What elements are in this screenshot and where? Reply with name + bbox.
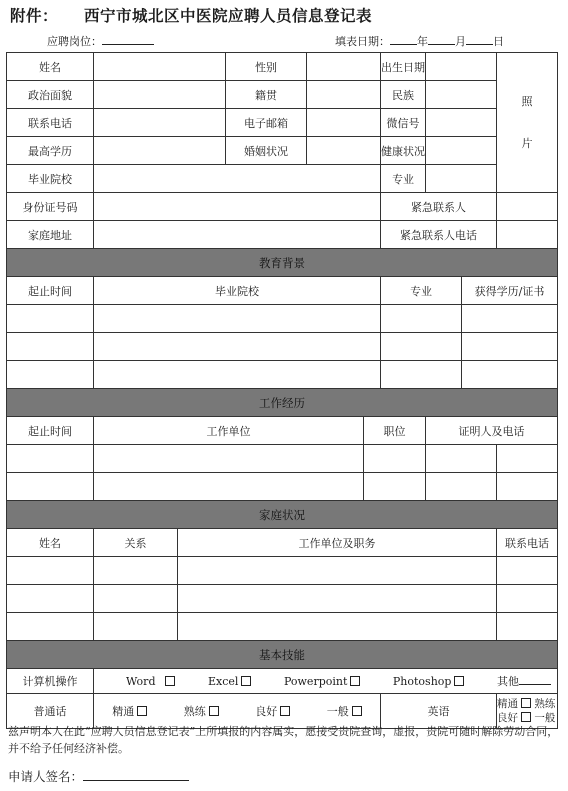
political-label: 政治面貌	[7, 81, 94, 109]
family-cell[interactable]	[178, 557, 497, 585]
option-word[interactable]: Word	[126, 675, 175, 688]
work-cell[interactable]	[364, 473, 426, 501]
education-header-row	[7, 277, 558, 305]
education-row	[7, 361, 558, 389]
work-cell[interactable]	[426, 473, 497, 501]
work-col-position: 职位	[364, 417, 426, 445]
mandarin-label: 普通话	[7, 694, 94, 729]
birth-input[interactable]	[426, 53, 497, 81]
checkbox[interactable]	[137, 706, 147, 716]
phone-input[interactable]	[94, 109, 226, 137]
address-input[interactable]	[94, 221, 381, 249]
emergency-contact-label: 紧急联系人	[381, 193, 497, 221]
health-label: 健康状况	[381, 137, 426, 165]
marital-input[interactable]	[307, 137, 381, 165]
wechat-label: 微信号	[381, 109, 426, 137]
political-input[interactable]	[94, 81, 226, 109]
family-cell[interactable]	[7, 557, 94, 585]
option-powerpoint[interactable]: Powerpoint	[284, 675, 360, 688]
family-cell[interactable]	[178, 613, 497, 641]
education-label: 最高学历	[7, 137, 94, 165]
photo-label-1: 照	[521, 95, 533, 109]
work-col-reference: 证明人及电话	[426, 417, 558, 445]
row-name	[7, 53, 558, 81]
edu-cell[interactable]	[94, 333, 381, 361]
family-col-employer: 工作单位及职务	[178, 529, 497, 557]
work-cell[interactable]	[497, 473, 558, 501]
checkbox[interactable]	[350, 676, 360, 686]
major-label: 专业	[381, 165, 426, 193]
family-cell[interactable]	[178, 585, 497, 613]
english-level-good[interactable]: 良好	[497, 712, 531, 724]
edu-cell[interactable]	[462, 305, 558, 333]
day-input[interactable]	[466, 33, 493, 45]
position-label: 应聘岗位：	[47, 35, 102, 48]
row-political	[7, 81, 558, 109]
name-label: 姓名	[7, 53, 94, 81]
family-cell[interactable]	[497, 585, 558, 613]
position-field	[47, 33, 154, 49]
work-cell[interactable]	[7, 445, 94, 473]
option-other[interactable]: 其他	[497, 673, 551, 689]
work-section-title: 工作经历	[7, 389, 558, 417]
edu-cell[interactable]	[7, 361, 94, 389]
row-address	[7, 221, 558, 249]
work-cell[interactable]	[497, 445, 558, 473]
edu-col-degree: 获得学历/证书	[462, 277, 558, 305]
email-input[interactable]	[307, 109, 381, 137]
ethnic-input[interactable]	[426, 81, 497, 109]
phone-label: 联系电话	[7, 109, 94, 137]
edu-cell[interactable]	[381, 333, 462, 361]
fill-date-label: 填表日期：	[335, 35, 390, 48]
major-input[interactable]	[426, 165, 497, 193]
edu-col-school: 毕业院校	[94, 277, 381, 305]
edu-cell[interactable]	[381, 305, 462, 333]
edu-cell[interactable]	[381, 361, 462, 389]
day-label: 日	[493, 35, 504, 48]
row-phone	[7, 109, 558, 137]
work-col-period: 起止时间	[7, 417, 94, 445]
native-input[interactable]	[307, 81, 381, 109]
declaration-text: 兹声明本人在此“应聘人员信息登记表”上所填报的内容属实，愿接受贵院查询，虚报，贵院可随时解除劳动合同，并不给予任何经济补偿。	[8, 725, 559, 755]
work-section-header	[7, 389, 558, 417]
checkbox[interactable]	[454, 676, 464, 686]
family-row	[7, 557, 558, 585]
family-header-row	[7, 529, 558, 557]
gender-label: 性别	[226, 53, 307, 81]
education-section-title: 教育背景	[7, 249, 558, 277]
english-level-basic[interactable]: 一般	[534, 712, 557, 724]
education-row	[7, 333, 558, 361]
address-label: 家庭地址	[7, 221, 94, 249]
mandarin-level-good[interactable]: 良好	[255, 703, 290, 719]
family-cell[interactable]	[7, 585, 94, 613]
edu-cell[interactable]	[7, 305, 94, 333]
family-row	[7, 613, 558, 641]
education-input[interactable]	[94, 137, 226, 165]
work-row	[7, 473, 558, 501]
other-input[interactable]	[519, 673, 551, 685]
work-row	[7, 445, 558, 473]
position-input[interactable]	[102, 33, 154, 45]
family-col-relation: 关系	[94, 529, 178, 557]
gender-input[interactable]	[307, 53, 381, 81]
id-input[interactable]	[94, 193, 381, 221]
option-excel[interactable]: Excel	[208, 675, 251, 688]
mandarin-level-basic[interactable]: 一般	[327, 703, 362, 719]
edu-col-major: 专业	[381, 277, 462, 305]
attachment-label: 附件：	[10, 6, 59, 25]
family-cell[interactable]	[94, 585, 178, 613]
checkbox[interactable]	[165, 676, 175, 686]
document-title-block	[10, 4, 372, 26]
edu-cell[interactable]	[7, 333, 94, 361]
skills-section-title: 基本技能	[7, 641, 558, 669]
edu-col-period: 起止时间	[7, 277, 94, 305]
education-section-header	[7, 249, 558, 277]
native-label: 籍贯	[226, 81, 307, 109]
school-label: 毕业院校	[7, 165, 94, 193]
family-row	[7, 585, 558, 613]
id-label: 身份证号码	[7, 193, 94, 221]
mandarin-level-proficient[interactable]: 熟练	[184, 703, 219, 719]
edu-cell[interactable]	[462, 333, 558, 361]
marital-label: 婚姻状况	[226, 137, 307, 165]
emergency-phone-input[interactable]	[497, 221, 558, 249]
work-cell[interactable]	[7, 473, 94, 501]
skills-section-header	[7, 641, 558, 669]
registration-form-table	[6, 52, 558, 729]
edu-cell[interactable]	[94, 361, 381, 389]
email-label: 电子邮箱	[226, 109, 307, 137]
emergency-phone-label: 紧急联系人电话	[381, 221, 497, 249]
signature-field	[8, 767, 189, 785]
month-label: 月	[455, 35, 466, 48]
name-input[interactable]	[94, 53, 226, 81]
education-row	[7, 305, 558, 333]
checkbox[interactable]	[521, 698, 531, 708]
row-id	[7, 193, 558, 221]
signature-input[interactable]	[83, 769, 189, 781]
family-section-title: 家庭状况	[7, 501, 558, 529]
mandarin-level-expert[interactable]: 精通	[112, 703, 147, 719]
checkbox[interactable]	[241, 676, 251, 686]
work-header-row	[7, 417, 558, 445]
wechat-input[interactable]	[426, 109, 497, 137]
work-col-employer: 工作单位	[94, 417, 364, 445]
work-cell[interactable]	[364, 445, 426, 473]
year-input[interactable]	[390, 33, 417, 45]
computer-label: 计算机操作	[7, 669, 94, 694]
work-cell[interactable]	[94, 473, 364, 501]
computer-skills-row	[7, 669, 558, 694]
school-input[interactable]	[94, 165, 381, 193]
family-section-header	[7, 501, 558, 529]
photo-label-2: 片	[521, 136, 533, 150]
year-label: 年	[417, 35, 428, 48]
work-cell[interactable]	[94, 445, 364, 473]
work-cell[interactable]	[426, 445, 497, 473]
family-cell[interactable]	[7, 613, 94, 641]
family-cell[interactable]	[497, 613, 558, 641]
edu-cell[interactable]	[462, 361, 558, 389]
edu-cell[interactable]	[94, 305, 381, 333]
photo-box[interactable]	[497, 53, 558, 193]
month-input[interactable]	[428, 33, 455, 45]
english-level-expert[interactable]: 精通	[497, 698, 531, 710]
checkbox[interactable]	[352, 706, 362, 716]
birth-label: 出生日期	[381, 53, 426, 81]
signature-label: 申请人签名：	[8, 769, 84, 784]
family-col-name: 姓名	[7, 529, 94, 557]
emergency-contact-input[interactable]	[497, 193, 558, 221]
fill-date-field	[335, 33, 504, 49]
family-cell[interactable]	[497, 557, 558, 585]
option-photoshop[interactable]: Photoshop	[393, 675, 465, 688]
checkbox[interactable]	[521, 712, 531, 722]
family-cell[interactable]	[94, 557, 178, 585]
family-col-phone: 联系电话	[497, 529, 558, 557]
computer-options-cell	[94, 669, 558, 694]
page-title: 西宁市城北区中医院应聘人员信息登记表	[84, 6, 373, 25]
ethnic-label: 民族	[381, 81, 426, 109]
row-education	[7, 137, 558, 165]
health-input[interactable]	[426, 137, 497, 165]
checkbox[interactable]	[209, 706, 219, 716]
english-label: 英语	[381, 694, 497, 729]
checkbox[interactable]	[280, 706, 290, 716]
row-school	[7, 165, 558, 193]
english-level-proficient[interactable]: 熟练	[534, 698, 557, 710]
family-cell[interactable]	[94, 613, 178, 641]
